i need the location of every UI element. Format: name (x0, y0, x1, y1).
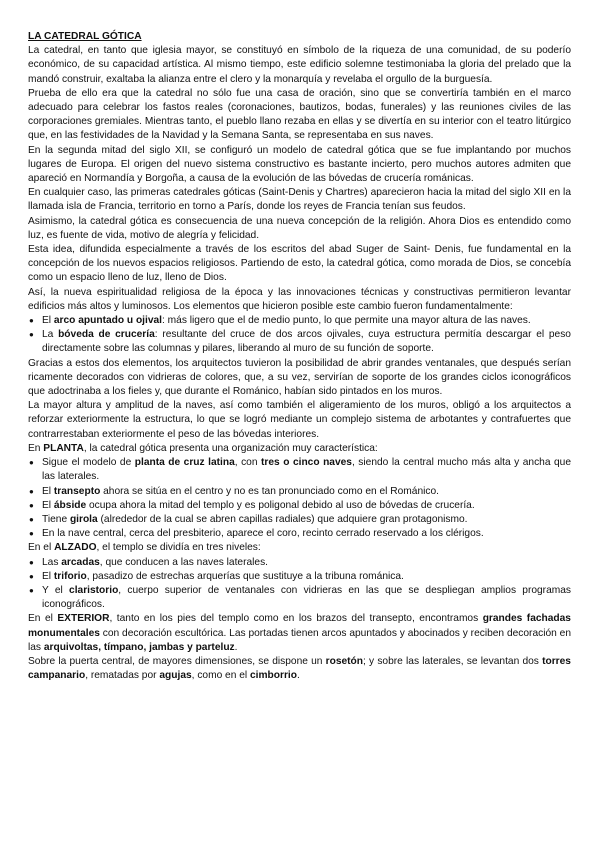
list-item: ● El triforio, pasadizo de estrechas arquerías que sustituye a la tribuna románica. (28, 570, 571, 584)
page-title: LA CATEDRAL GÓTICA (28, 31, 142, 42)
paragraph-intro: La catedral, en tanto que iglesia mayor, se constituyó en símbolo de la riqueza de una comunidad, de su poderío económico, de su capacidad artística. Al mismo tiempo, este edificio solemne testimoniaba la gloria del prelado que la mandó construir, exaltaba la alianza entre el clero y la monarquía y revelaba el orgullo de la burguesía. (28, 45, 571, 85)
paragraph-alzado: En el ALZADO, el templo se dividía en tres niveles: (28, 542, 261, 554)
elements-list (28, 314, 571, 357)
paragraph-religion: Asimismo, la catedral gótica es consecuencia de una nueva concepción de la religión. Ahora Dios es entendido como luz, es fuente de vida, motivo de alegría y felicidad. (28, 215, 571, 241)
alzado-list (28, 556, 571, 613)
list-item: ● Y el claristorio, cuerpo superior de ventanales con vidrieras en las que se despliegan amplios programas iconográficos. (28, 584, 571, 612)
list-item: ● El ábside ocupa ahora la mitad del templo y es poligonal debido al uso de bóvedas de crucería. (28, 499, 571, 513)
paragraph-roseton: Sobre la puerta central, de mayores dimensiones, se dispone un rosetón; y sobre las laterales, se levantan dos torres campanario, rematadas por agujas, como en el cimborrio. (28, 655, 571, 682)
list-item: ● Tiene girola (alrededor de la cual se abren capillas radiales) que adquiere gran protagonismo. (28, 513, 571, 527)
paragraph-proof: Prueba de ello era que la catedral no sólo fue una casa de oración, sino que se convertiría también en el marco adecuado para celebrar los fastos reales (coronaciones, bautizos, bodas, funerales) y las reuniones civiles de las corporaciones gremiales. Mientras tanto, el pueblo llano rezaba en ellas y se divertía en su interior con el teatro litúrgico que, en las festividades de la Navidad y la Semana Santa, se representaba en sus naves. (28, 87, 571, 142)
list-item: ● Sigue el modelo de planta de cruz latina, con tres o cinco naves, siendo la central mucho más alta y ancha que las laterales. (28, 456, 571, 484)
paragraph-elements: Así, la nueva espiritualidad religiosa de la época y las innovaciones técnicas y constructivas permitieron levantar edificios más altos y luminosos. Los elementos que hicieron posible este cambio fueron fundamentalmente: (28, 286, 571, 312)
paragraph-buttresses: La mayor altura y amplitud de la naves, así como también el aligeramiento de los muros, obligó a los arquitectos a reforzar exteriormente la estructura, lo que se logró mediante un complejo sistema de arbotantes y contrafuertes que contrarrestaban exteriormente el peso de las bóvedas interiores. (28, 400, 571, 440)
list-item: ● Las arcadas, que conducen a las naves laterales. (28, 556, 571, 570)
list-item: ● El transepto ahora se sitúa en el centro y no es tan pronunciado como en el Románico. (28, 485, 571, 499)
list-item: ● En la nave central, cerca del presbiterio, aparece el coro, recinto cerrado reservado a los clérigos. (28, 527, 571, 541)
planta-list (28, 456, 571, 541)
paragraph-origin: En la segunda mitad del siglo XII, se configuró un modelo de catedral gótica que se fue implantando por muchos lugares de Europa. El origen del nuevo sistema constructivo es bastante incierto, pero muchos autores admiten que apareció en Normandía y Borgoña, a causa de la evolución de las bóvedas de crucería románicas. (28, 144, 571, 185)
paragraph-planta: En PLANTA, la catedral gótica presenta una organización muy característica: (28, 442, 378, 454)
list-item: ● El arco apuntado u ojival: más ligero que el de medio punto, lo que permite una mayor altura de las naves. (28, 314, 571, 328)
paragraph-exterior: En el EXTERIOR, tanto en los pies del templo como en los brazos del transepto, encontramos grandes fachadas monumentales con decoración escultórica. Las portadas tienen arcos apuntados y abocinados y reciben decoración en las arquivoltas, tímpano, jambas y parteluz. (28, 613, 571, 653)
paragraph-first-cathedrals: En cualquier caso, las primeras catedrales góticas (Saint-Denis y Chartres) aparecieron hacia la mitad del siglo XII en la llamada isla de Francia, territorio en torno a París, donde los reyes de Francia tenían sus feudos. (28, 187, 571, 213)
list-item: ● La bóveda de crucería: resultante del cruce de dos arcos ojivales, cuya estructura permitía descargar el peso directamente sobre las columnas y pilares, liberando al muro de su función de soporte. (28, 328, 571, 356)
paragraph-suger: Esta idea, difundida especialmente a través de los escritos del abad Suger de Saint- Denis, fue fundamental en la concepción de los nuevos espacios religiosos. Partiendo de esto, la catedral gótica, como morada de Dios, se concebía como un espacio lleno de luz, lleno de Dios. (28, 244, 571, 284)
paragraph-windows: Gracias a estos dos elementos, los arquitectos tuvieron la posibilidad de abrir grandes ventanales, que después serían ricamente decorados con vidrieras de colores, que, a su vez, servirían de soporte de los grandes ciclos iconográficos que adoctrinaba a los fieles y, que durante el Románico, habían sido pintados en los muros. (28, 357, 571, 398)
